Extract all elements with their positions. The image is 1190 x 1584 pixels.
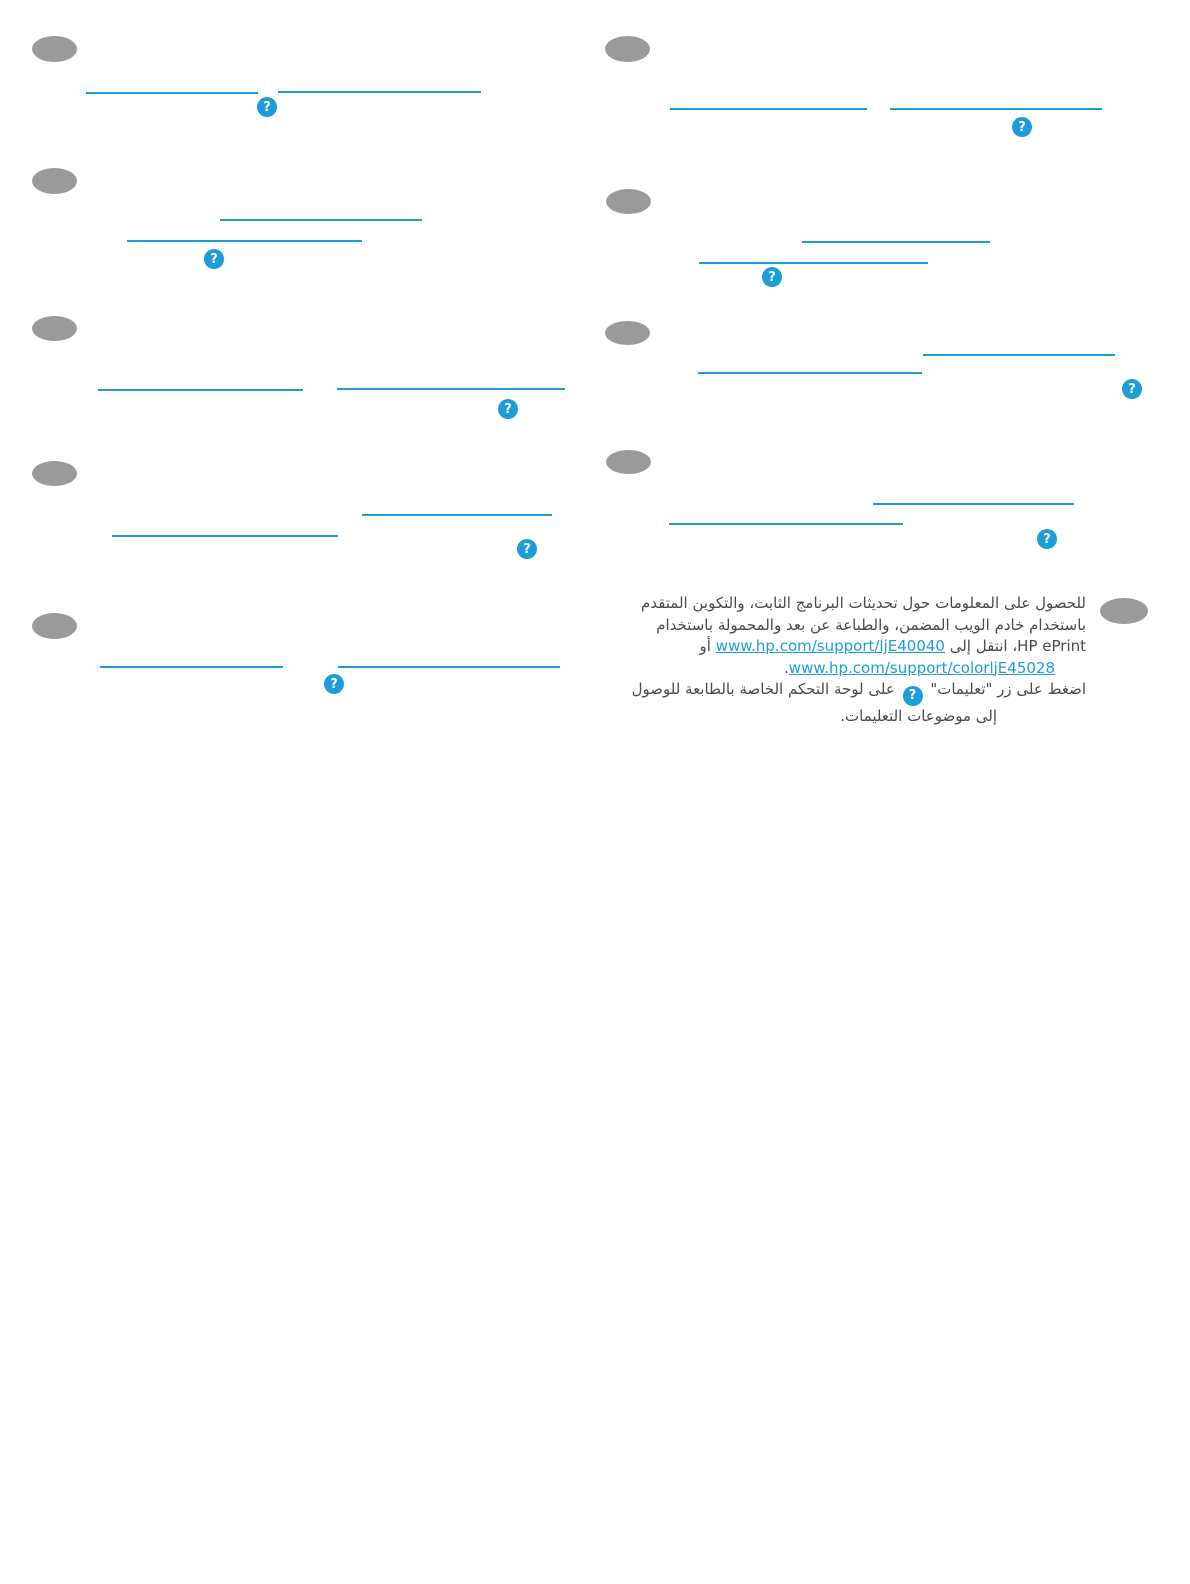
support-note-line-1 — [610, 593, 1086, 615]
step-left-2-link-underline-b[interactable] — [127, 240, 362, 242]
help-glyph: ? — [768, 269, 776, 285]
help-glyph: ? — [523, 541, 531, 557]
step-right-1-link-underline-b[interactable] — [890, 108, 1102, 110]
help-glyph: ? — [263, 99, 271, 115]
note-text: اضغط على زر "تعليمات" — [925, 680, 1086, 698]
step-left-1-link-underline-a[interactable] — [86, 92, 258, 94]
step-left-1-badge — [32, 36, 77, 62]
step-right-4-link-underline-b[interactable] — [669, 523, 903, 525]
support-link-colorljE45028[interactable]: www.hp.com/support/colorljE45028 — [788, 658, 1055, 677]
step-left-2-badge — [32, 168, 77, 194]
step-left-4-help-icon — [517, 539, 537, 559]
note-text: أو — [699, 637, 716, 655]
step-right-3-link-underline-b[interactable] — [698, 372, 922, 374]
support-note-line-4 — [610, 658, 1086, 680]
step-left-3-link-underline-b[interactable] — [337, 388, 565, 390]
step-right-3-link-underline-a[interactable] — [923, 354, 1115, 356]
note-text: HP ePrint، انتقل إلى — [944, 637, 1086, 655]
help-glyph: ? — [1043, 531, 1051, 547]
step-left-5-badge — [32, 613, 77, 639]
step-right-4-help-icon — [1037, 529, 1057, 549]
step-right-2-badge — [606, 189, 651, 214]
note-text: على لوحة التحكم الخاصة بالطابعة للوصول — [631, 680, 900, 698]
support-note-line-5 — [610, 679, 1086, 706]
step-left-2-link-underline-a[interactable] — [220, 219, 422, 221]
help-glyph: ? — [504, 401, 512, 417]
step-left-4-link-underline-b[interactable] — [112, 535, 338, 537]
help-glyph: ? — [330, 676, 338, 692]
step-right-3-badge — [605, 321, 650, 345]
step-left-5-link-underline-b[interactable] — [338, 666, 560, 668]
step-left-3-link-underline-a[interactable] — [98, 389, 303, 391]
support-note-line-6 — [610, 706, 1086, 728]
help-glyph: ? — [210, 251, 218, 267]
step-right-2-link-underline-a[interactable] — [802, 241, 990, 243]
step-left-4-badge — [32, 461, 77, 486]
help-glyph: ? — [1128, 381, 1136, 397]
step-left-3-badge — [32, 316, 77, 341]
step-left-2-help-icon — [204, 249, 224, 269]
note-text: . — [784, 658, 789, 677]
step-left-3-help-icon — [498, 399, 518, 419]
note-text: للحصول على المعلومات حول تحديثات البرنامج الثابت، والتكوين المتقدم — [641, 594, 1086, 612]
step-left-5-help-icon — [324, 674, 344, 694]
help-glyph: ? — [1018, 119, 1026, 135]
note-text: إلى موضوعات التعليمات. — [840, 706, 997, 725]
support-note-line-2 — [610, 615, 1086, 637]
step-right-4-link-underline-a[interactable] — [873, 503, 1074, 505]
step-left-1-help-icon — [257, 97, 277, 117]
step-right-1-link-underline-a[interactable] — [670, 108, 867, 110]
step-right-4-badge — [606, 450, 651, 474]
step-right-3-help-icon — [1122, 379, 1142, 399]
step-right-1-help-icon — [1012, 117, 1032, 137]
step-right-2-link-underline-b[interactable] — [699, 262, 928, 264]
step-left-4-link-underline-a[interactable] — [362, 514, 552, 516]
step-left-5-link-underline-a[interactable] — [100, 666, 283, 668]
support-note-line-3 — [610, 636, 1086, 658]
step-right-1-badge — [605, 36, 650, 62]
step-right-5-badge — [1100, 598, 1148, 624]
note-text: باستخدام خادم الويب المضمن، والطباعة عن بعد والمحمولة باستخدام — [656, 615, 1086, 634]
support-note — [610, 593, 1086, 727]
step-right-2-help-icon — [762, 267, 782, 287]
help-glyph: ? — [908, 688, 917, 703]
help-icon — [903, 686, 923, 706]
step-left-1-link-underline-b[interactable] — [278, 91, 481, 93]
support-link-ljE40040[interactable]: www.hp.com/support/ljE40040 — [715, 637, 945, 655]
